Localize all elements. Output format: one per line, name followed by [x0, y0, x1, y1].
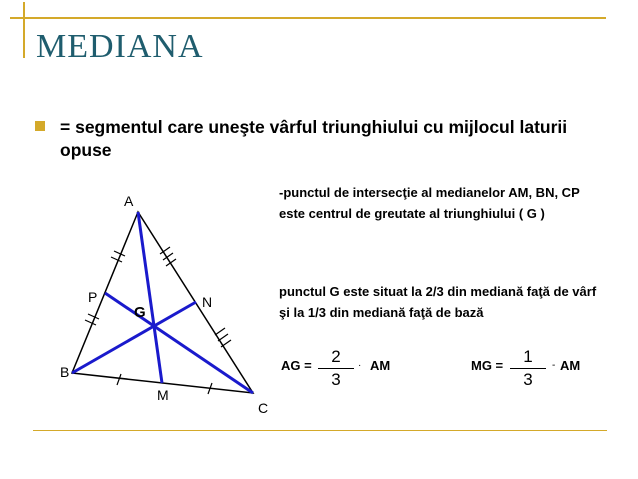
label-b: B	[60, 364, 70, 380]
centroid-note: -punctul de intersecţie al medianelor AM, BN, CP este centrul de greutate al triunghiului ( G )	[279, 185, 580, 221]
formula1-lhs: AG =	[281, 358, 312, 373]
formula2-lhs: MG =	[471, 358, 504, 373]
formula1-fraction	[318, 348, 354, 389]
formula1-denominator: 3	[331, 370, 341, 389]
formula2-dash: -	[552, 360, 556, 371]
label-c: C	[258, 400, 269, 416]
formula2-denominator: 3	[523, 370, 533, 389]
formula2-bar	[510, 368, 546, 369]
median-am	[138, 212, 162, 383]
triangle-abc	[72, 212, 253, 393]
definition-text: = segmentul care uneşte vârful triunghiului cu mijlocul laturii opuse	[60, 117, 568, 160]
label-n: N	[202, 294, 213, 310]
formula1-numerator: 2	[331, 347, 341, 366]
formula1-bar	[318, 368, 354, 369]
formula2-fraction	[510, 348, 546, 389]
label-m: M	[157, 387, 169, 403]
formula1-dot: ·	[358, 360, 362, 371]
bottom-rule	[33, 430, 607, 431]
formula2-rhs: AM	[560, 358, 581, 373]
label-p: P	[88, 289, 98, 305]
formula2-numerator: 1	[523, 347, 533, 366]
label-g: G	[134, 304, 146, 321]
formula1-rhs: AM	[370, 358, 391, 373]
ratio-note: punctul G este situat la 2/3 din mediană faţă de vârf şi la 1/3 din mediană faţă de bază	[279, 284, 597, 320]
label-a: A	[124, 193, 134, 209]
slide-title: MEDIANA	[36, 28, 204, 65]
tick-marks-ab	[85, 251, 125, 325]
